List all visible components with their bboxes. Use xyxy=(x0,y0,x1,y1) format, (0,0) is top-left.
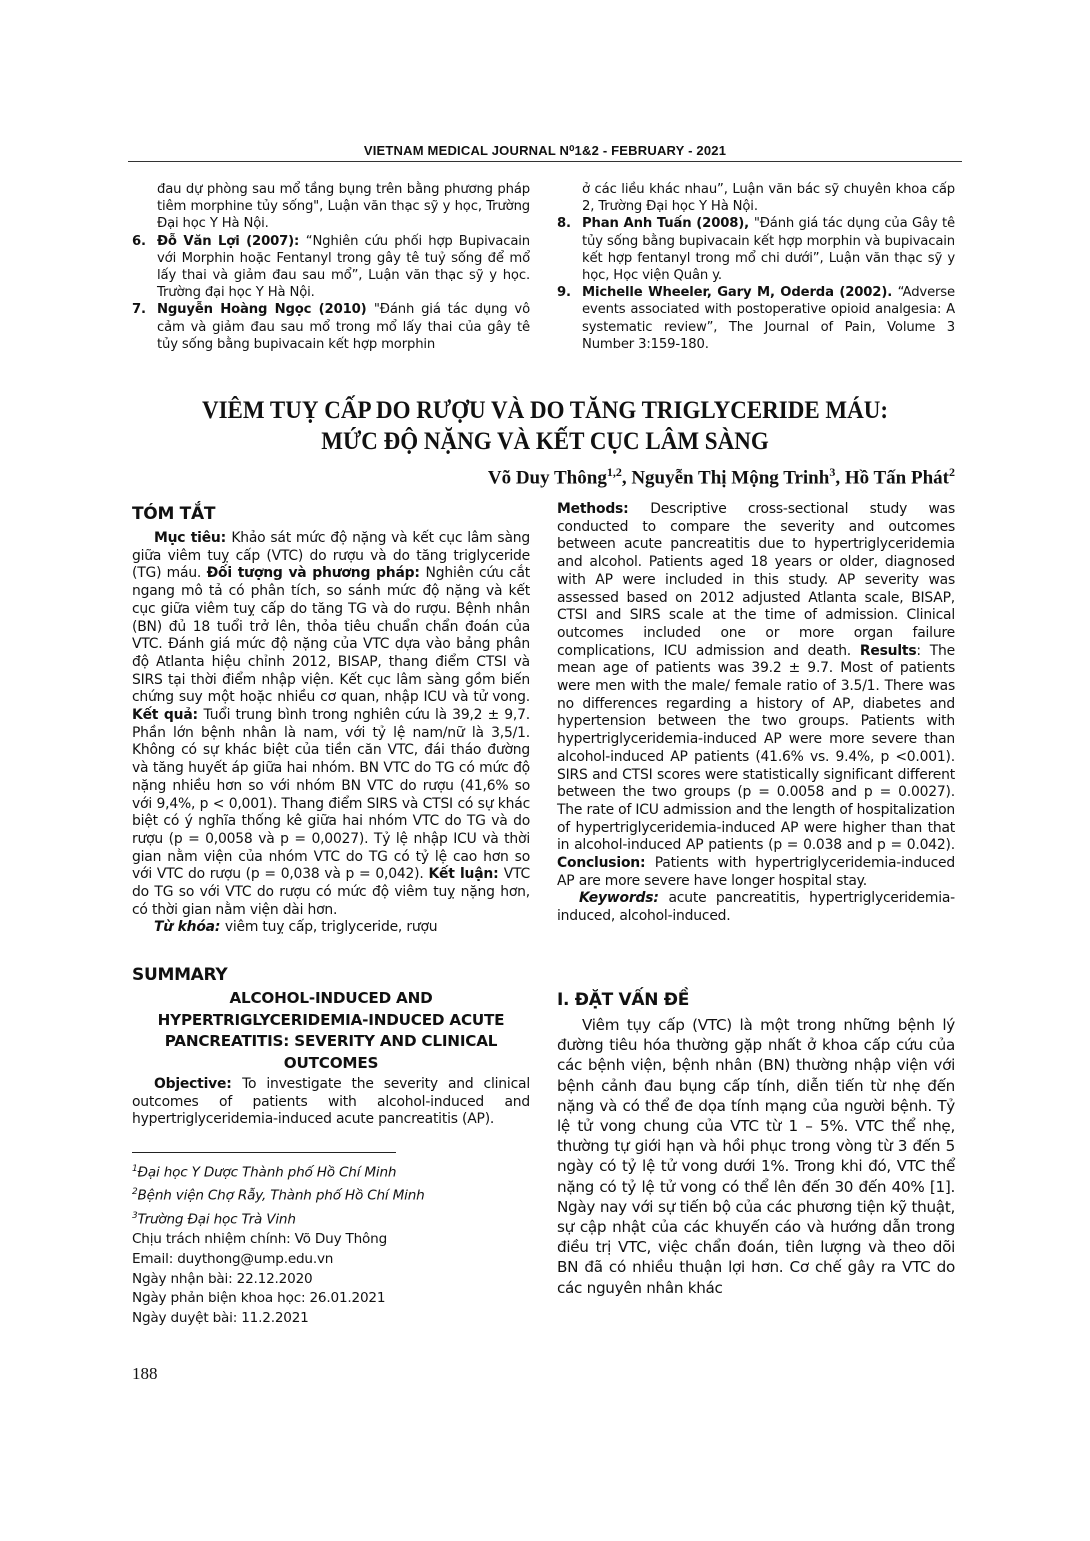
author-name: Võ Duy Thông xyxy=(487,467,607,489)
bold-label: Kết quả: xyxy=(132,707,204,724)
reference-item xyxy=(557,215,955,284)
text-run: "Đánh giá tác dụng của Gây tê tủy sống bằng bupivacain kết hợp morphin và bupivacain kết hợp fentanyl trong mổ chi dưới”, Luận văn thạc sỹ y học, Học viện Quân y. xyxy=(582,216,955,284)
affiliation-text: Trường Đại học Trà Vinh xyxy=(137,1211,296,1228)
text-run: Nghiên cứu cắt ngang mô tả có phân tích, so sánh mức độ nặng và kết cục giữa viêm tuỵ cấp do tăng TG và do rượu. Bệnh nhân (BN) đủ 18 tuổi trở lên, thỏa tiêu chuẩn chẩn đoán của VTC. Đánh giá mức độ nặng của VTC dựa vào bảng phân độ Atlanta hiệu chỉnh 2012, BISAP, thang điểm CTSI và SIRS tại thời điểm nhập viện. Kết cục lâm sàng gồm biến chứng suy một hoặc nhiều cơ quan, nhập ICU và tử vong. xyxy=(132,565,531,706)
bold-label: Mục tiêu: xyxy=(154,530,232,546)
text-run: VTC do TG so với VTC do rượu có mức độ viêm tuỵ nặng hơn, có thời gian nằm viện dài hơn. xyxy=(132,866,531,918)
article-title xyxy=(154,395,936,457)
reference-item xyxy=(132,233,530,302)
date-received: Ngày nhận bài: 22.12.2020 xyxy=(132,1270,313,1287)
author-name: Hồ Tấn Phát xyxy=(844,467,949,489)
abstract-vi-body xyxy=(132,530,530,937)
reference-item xyxy=(132,181,530,233)
paragraph xyxy=(557,1015,955,1298)
text-run: Viêm tụy cấp (VTC) là một trong những bệnh lý đường tiêu hóa thường gặp nhất ở khoa cấp cứu của các bệnh viện, bệnh nhân (BN) thường nhập viện với bệnh cảnh đau bụng cấp tính, diễn tiến từ nhẹ đến nặng và có thể đe dọa tính mạng của người bệnh. Tỷ lệ tử vong chung của VTC từ 1 – 5%. VTC thể nhẹ, thường tự giới hạn và hồi phục trong vòng từ 3 đến 5 ngày có tỷ lệ tử vong dưới 1%. Trong khi đó, VTC thể nặng có tỷ lệ tử vong có thể lên đến 30 đến 40% [1]. Ngày nay với sự tiến bộ của các phương tiện kỹ thuật, sự cập nhật của các khuyến cáo và hướng dẫn trong điều trị VTC, việc chẩn đoán, tiên lượng và theo dõi BN đã có nhiều thuận lợi hơn. Cơ chế gây ra VTC do các nguyên nhân khác xyxy=(557,1016,955,1297)
reference-number: 7. xyxy=(132,302,146,318)
corresponding-author: Chịu trách nhiệm chính: Võ Duy Thông xyxy=(132,1230,388,1247)
summary-heading: SUMMARY xyxy=(132,965,228,985)
bold-label: Objective: xyxy=(154,1076,243,1092)
reference-number: 6. xyxy=(132,233,146,249)
reference-item xyxy=(132,301,530,353)
author-separator: , xyxy=(621,467,632,489)
bold-label: Nguyễn Hoàng Ngọc (2010) xyxy=(157,302,374,318)
affiliation-text: Bệnh viện Chợ Rẫy, Thành phố Hồ Chí Minh xyxy=(137,1187,425,1204)
bold-label: Đỗ Văn Lợi (2007): xyxy=(157,233,306,249)
references-left-column xyxy=(132,181,530,353)
header-divider xyxy=(128,161,962,162)
summary-body xyxy=(557,501,955,926)
text-run: Patients with hypertriglyceridemia-induced AP are more severe have longer hospital stay. xyxy=(557,855,955,889)
english-title: ALCOHOL-INDUCED AND HYPERTRIGLYCERIDEMIA-INDUCED ACUTE PANCREATITIS: SEVERITY AND CLINICAL OUTCOMES xyxy=(157,989,505,1072)
text-run: "Đánh giá tác dụng vô cảm và giảm đau sau mổ trong mổ lấy thai của gây tê tủy sống bằng bupivacain kết hợp morphin xyxy=(157,302,530,352)
footnotes xyxy=(132,1160,425,1329)
abstract-vi-heading: TÓM TẮT xyxy=(132,504,216,524)
affiliation-text: Đại học Y Dược Thành phố Hồ Chí Minh xyxy=(137,1164,397,1181)
title-line-2: MỨC ĐỘ NẶNG VÀ KẾT CỤC LÂM SÀNG xyxy=(321,428,769,455)
email: Email: duythong@ump.edu.vn xyxy=(132,1250,334,1267)
bold-label: Kết luận: xyxy=(428,866,504,883)
title-line-1: VIÊM TUỴ CẤP DO RƯỢU VÀ DO TĂNG TRIGLYCERIDE MÁU: xyxy=(201,397,889,424)
bold-label: Michelle Wheeler, Gary M, Oderda (2002). xyxy=(582,285,898,301)
affiliation-2 xyxy=(132,1183,425,1206)
date-accepted: Ngày duyệt bài: 11.2.2021 xyxy=(132,1310,309,1327)
author-separator: , xyxy=(835,467,845,489)
running-header: VIETNAM MEDICAL JOURNAL N⁰1&2 - FEBRUARY - 2021 xyxy=(363,143,727,158)
paragraph xyxy=(132,919,530,937)
text-run: acute pancreatitis, hypertriglyceridemia-induced, alcohol-induced. xyxy=(557,890,955,925)
bold-label: Methods: xyxy=(557,501,651,517)
text-run: ở các liều khác nhau”, Luận văn bác sỹ chuyên khoa cấp 2, Trường Đại học Y Hà Nội. xyxy=(582,182,955,215)
author-affiliation: 2 xyxy=(949,465,955,479)
text-run: : The mean age of patients was 39.2 ± 9.7. Most of patients were men with the male/ female ratio of 3.5/1. There was no differences regarding a history of AP, diabetes and hypertension between the two groups. Patients with hypertriglyceridemia-induced AP were more severe than alcohol-induced AP patients (41.6% vs. 9.4%, p <0.001). SIRS and CTSI scores were statistically significant different between the two groups (p = 0.0058 and p = 0.0027). The rate of ICU admission and the length of hospitalization of hypertriglyceridemia-induced AP were higher than that in alcohol-induced AP patients (p = 0.038 and p = 0.042). xyxy=(557,642,955,854)
bold-label: Results xyxy=(859,642,917,659)
bold-label: Keywords: xyxy=(579,890,669,907)
bold-label: Đối tượng và phương pháp: xyxy=(206,565,426,582)
paragraph xyxy=(557,890,955,925)
footnote-divider xyxy=(132,1152,396,1153)
text-run: Descriptive cross-sectional study was conducted to compare the severity and outcomes between acute pancreatitis due to hypertriglyceridemia and alcohol. Patients aged 18 years or older, diagnosed with AP were included in this study. AP severity was assessed based on 2012 adjusted Atlanta scale, BISAP, CTSI and SIRS scale at the time of admission. Clinical outcomes included one or more organ failure complications, ICU admission and death. xyxy=(557,501,955,659)
paragraph xyxy=(132,1076,530,1129)
author-name: Nguyễn Thị Mộng Trinh xyxy=(631,467,830,489)
reference-number: 9. xyxy=(557,285,571,301)
text-run: “Adverse events associated with postoperative opioid analgesia: A systematic review”, The Journal of Pain, Volume 3 Number 3:159-180. xyxy=(582,285,955,352)
text-run: To investigate the severity and clinical outcomes of patients with alcohol-induced and hypertriglyceridemia-induced acute pancreatitis (AP). xyxy=(132,1076,530,1128)
references-right-column xyxy=(557,181,955,353)
author-list xyxy=(488,465,955,489)
reference-number: 8. xyxy=(557,216,571,232)
introduction-body xyxy=(557,1015,955,1298)
affiliation-marker: 3 xyxy=(132,1210,138,1221)
paragraph xyxy=(132,530,530,919)
author-affiliation: 1,2 xyxy=(606,465,622,479)
text-run: đau dự phòng sau mổ tầng bụng trên bằng phương pháp tiêm morphine tủy sống", Luận văn thạc sỹ y học, Trường Đại học Y Hà Nội. xyxy=(157,182,530,232)
paragraph xyxy=(557,501,955,890)
text-run: “Nghiên cứu phối hợp Bupivacain với Morphin hoặc Fentanyl trong gây tê tuỷ sống để mổ lấy thai và giảm đau sau mổ”, Luận văn thạc sỹ y học. Trường đại học Y Hà Nội. xyxy=(157,233,530,301)
affiliation-marker: 2 xyxy=(132,1187,138,1198)
text-run: viêm tuỵ cấp, triglyceride, rượu xyxy=(224,919,438,936)
bold-label: Phan Anh Tuấn (2008), xyxy=(582,216,754,232)
affiliation-3 xyxy=(132,1207,425,1230)
bold-label: Từ khóa: xyxy=(154,919,225,936)
affiliation-1 xyxy=(132,1160,425,1183)
reference-item xyxy=(557,181,955,215)
reference-item xyxy=(557,284,955,353)
summary-objective xyxy=(132,1076,530,1129)
author-affiliation: 3 xyxy=(829,465,836,479)
introduction-heading: I. ĐẶT VẤN ĐỀ xyxy=(557,990,690,1010)
text-run: Tuổi trung bình trong nghiên cứu là 39,2 ± 9,7. Phần lớn bệnh nhân là nam, với tỷ lệ nam/nữ là 3,5/1. Không có sự khác biệt của tiền căn VTC, đái tháo đường và tăng huyết áp giữa hai nhóm. BN VTC do TG có mức độ nặng nhiều hơn so với nhóm BN VTC do rượu (41,6% so với 9,4%, p < 0,001). Thang điểm SIRS và CTSI có sự khác biệt có ý nghĩa thống kê giữa hai nhóm VTC do TG và do rượu (p = 0,0058 và p = 0,0027). Tỷ lệ nhập ICU và thời gian nằm viện của nhóm VTC do TG có tỷ lệ cao hơn so với VTC do rượu (p = 0,038 và p = 0,042). xyxy=(132,707,530,883)
affiliation-marker: 1 xyxy=(132,1164,138,1174)
date-reviewed: Ngày phản biện khoa học: 26.01.2021 xyxy=(132,1290,386,1307)
page-number: 188 xyxy=(132,1364,158,1383)
bold-label: Conclusion: xyxy=(557,855,655,872)
text-run: Khảo sát mức độ nặng và kết cục lâm sàng giữa viêm tuỵ cấp (VTC) do rượu và do tăng triglyceride (TG) máu. xyxy=(132,530,530,582)
